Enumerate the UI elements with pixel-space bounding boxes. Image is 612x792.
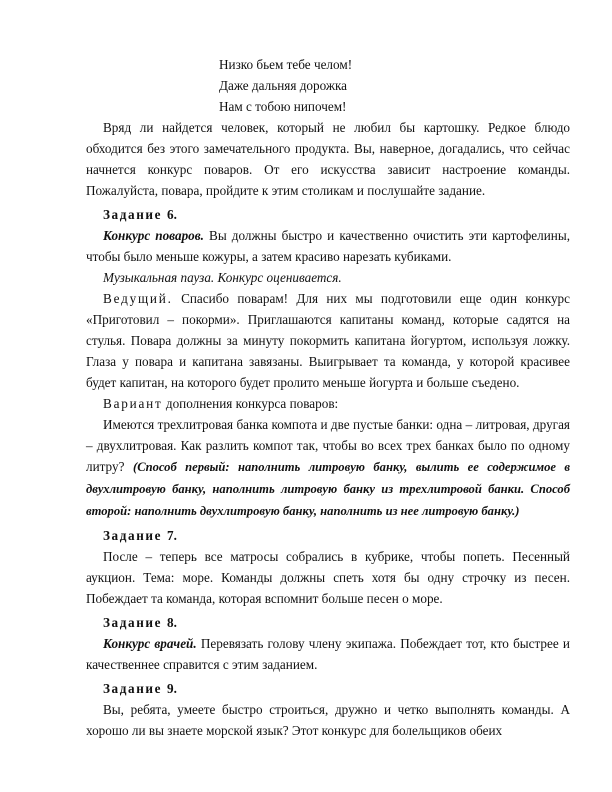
poem-line: Нам с тобою нипочем! bbox=[219, 99, 347, 114]
task8-paragraph: Конкурс врачей. Перевязать голову члену экипажа. Побеждает тот, кто быстрее и качественнее справится с этим заданием. bbox=[86, 636, 570, 672]
task7-paragraph: После – теперь все матросы собрались в кубрике, чтобы попеть. Песенный аукцион. Тема: море. Команды должны спеть хотя бы одну строчку из песен. Побеждает та команда, которая вспомнит больше песен о море. bbox=[86, 549, 570, 606]
poem-line: Низко бьем тебе челом! bbox=[219, 57, 353, 72]
host-lead: Ведущий. bbox=[103, 291, 173, 306]
puzzle-answer: (Способ первый: наполнить литровую банку, вылить ее содержимое в двухлитровую банку, наполнить литровую банку из трехлитровой банки. Способ второй: наполнить двухлитровую банку, наполнить из нее литровую банку.) bbox=[86, 460, 571, 518]
poem bbox=[86, 54, 570, 117]
task-heading-9: Задание 9. bbox=[103, 681, 177, 696]
host-paragraph: Ведущий. Спасибо поварам! Для них мы подготовили еще один конкурс «Приготовил – покорми». Приглашаются капитаны команд, которые садятся на стулья. Повара должны за минуту покормить капитана йогуртом, используя ложку. Глаза у повара и капитана завязаны. Выигрывает та команда, у которой красивее будет капитан, на которого будет пролито меньше йогурта и больше съедено. bbox=[86, 291, 570, 390]
poem-line: Даже дальняя дорожка bbox=[219, 78, 348, 93]
task-heading-7: Задание 7. bbox=[103, 528, 177, 543]
task9-paragraph: Вы, ребята, умеете быстро строиться, дружно и четко выполнять команды. А хорошо ли вы знаете морской язык? Этот конкурс для болельщиков обеих bbox=[86, 702, 570, 738]
document-page bbox=[86, 54, 570, 741]
variant-paragraph: Вариант дополнения конкурса поваров: bbox=[103, 396, 339, 411]
task-heading-6: Задание 6. bbox=[103, 207, 177, 222]
variant-lead: Вариант bbox=[103, 396, 163, 411]
puzzle-paragraph: Имеются трехлитровая банка компота и две пустые банки: одна – литровая, другая – двухлитровая. Как разлить компот так, чтобы во всех трех банках было по одному литру? (Способ первый: наполнить литровую банку, вылить ее содержимое в двухлитровую банку, наполнить литровую банку из трехлитровой банки. Способ второй: наполнить двухлитровую банку, наполнить из нее литровую банку.) bbox=[86, 417, 571, 518]
music-pause-paragraph: Музыкальная пауза. Конкурс оценивается. bbox=[103, 270, 342, 285]
task8-lead: Конкурс врачей. bbox=[103, 636, 197, 651]
intro-paragraph: Вряд ли найдется человек, который не любил бы картошку. Редкое блюдо обходится без этого замечательного продукта. Вы, наверное, догадались, что сейчас начнется конкурс поваров. От его искусства зависит настроение команды. Пожалуйста, повара, пройдите к этим столикам и послушайте задание. bbox=[86, 120, 570, 198]
task6-paragraph: Конкурс поваров. Вы должны быстро и качественно очистить эти картофелины, чтобы было меньше кожуры, а затем красиво нарезать кубиками. bbox=[86, 228, 570, 264]
task6-lead: Конкурс поваров. bbox=[103, 228, 204, 243]
task-heading-8: Задание 8. bbox=[103, 615, 177, 630]
